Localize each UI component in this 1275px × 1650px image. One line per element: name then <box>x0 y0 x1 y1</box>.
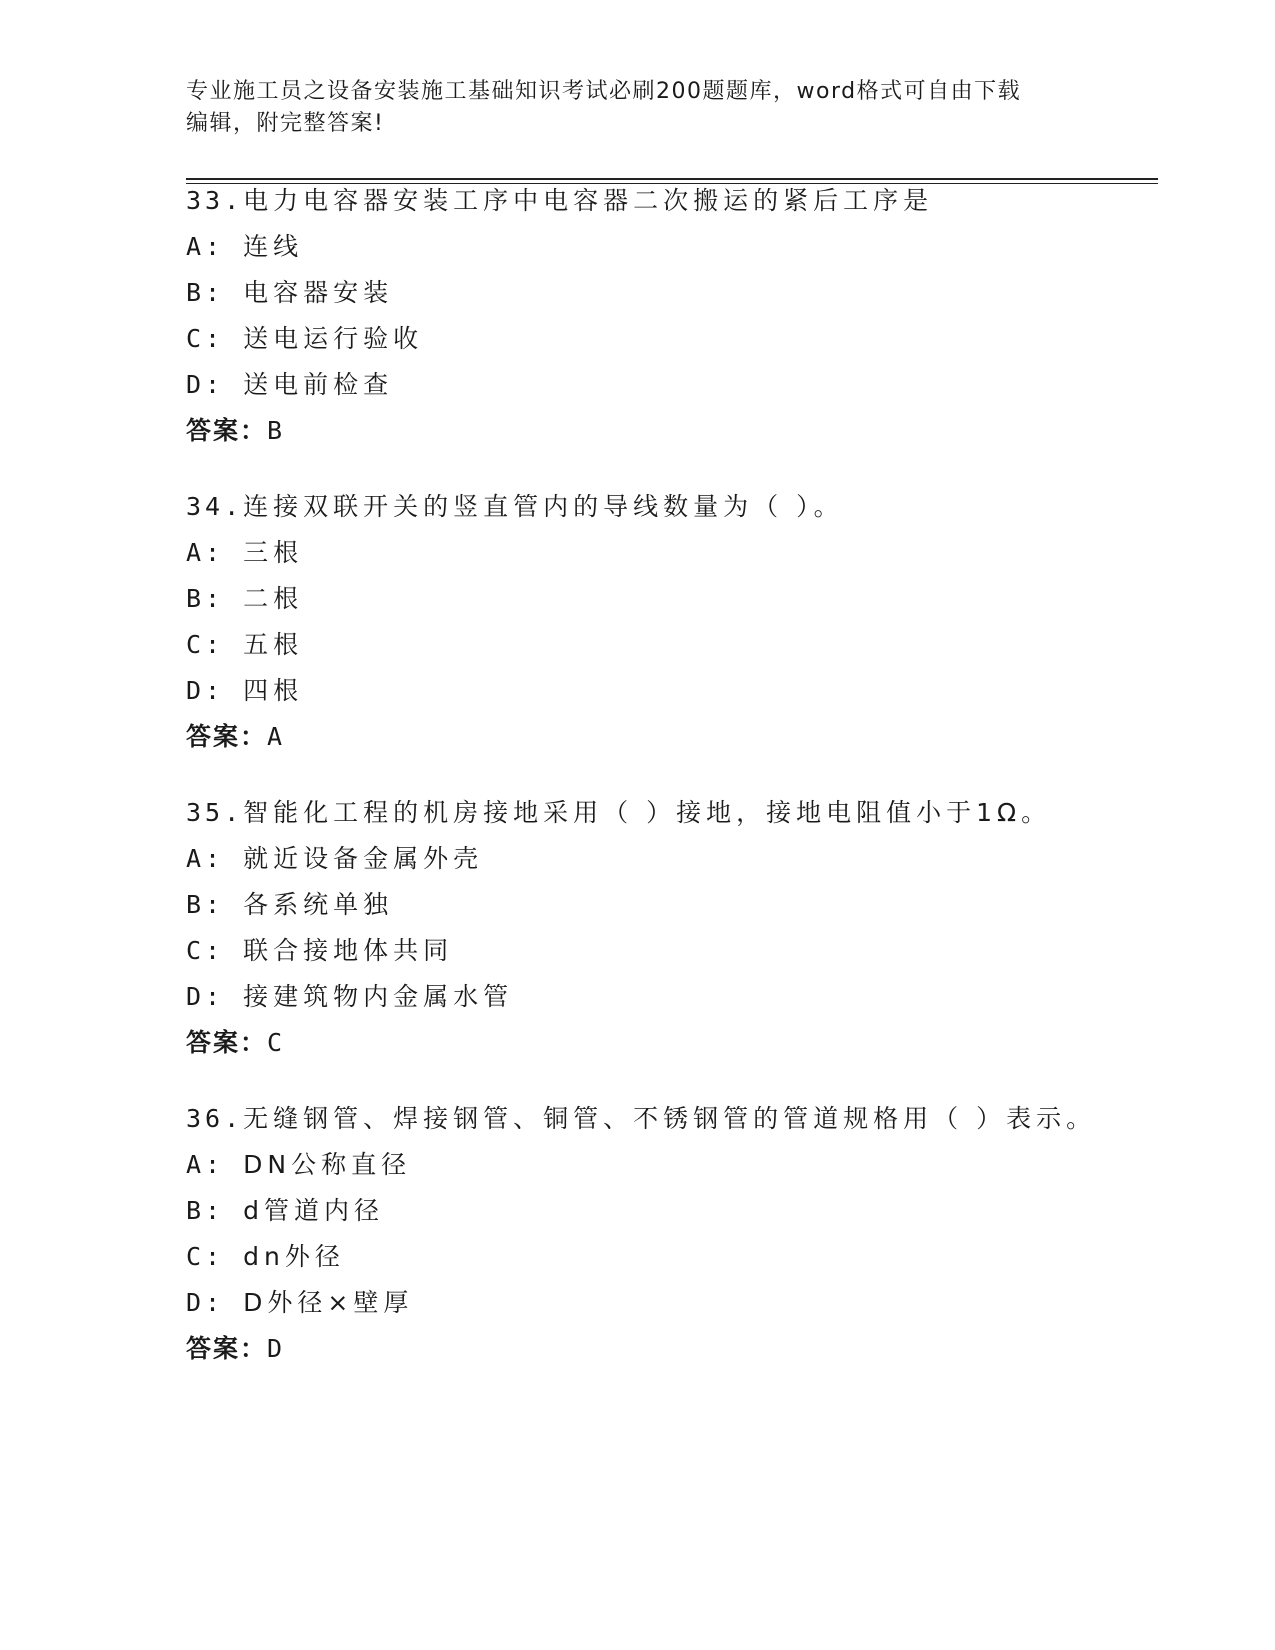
option-text: d管道内径 <box>243 1196 385 1225</box>
answer-value: A <box>267 722 285 751</box>
option-key: C: <box>186 1242 225 1271</box>
option-d <box>186 668 1158 714</box>
option-key: A: <box>186 1150 225 1179</box>
option-c <box>186 928 1158 974</box>
option-key: C: <box>186 936 225 965</box>
answer-label: 答案： <box>186 416 268 445</box>
option-text: 五根 <box>243 630 304 659</box>
document-header <box>186 76 1086 140</box>
answer-label: 答案： <box>186 1334 268 1363</box>
question-text: 无缝钢管、焊接钢管、铜管、不锈钢管的管道规格用（ ）表示。 <box>243 1104 1097 1133</box>
option-key: A: <box>186 232 225 261</box>
option-c <box>186 622 1158 668</box>
option-key: D: <box>186 982 225 1011</box>
option-key: B: <box>186 890 225 919</box>
question-stem <box>186 1096 1158 1142</box>
option-text: 联合接地体共同 <box>243 936 454 965</box>
option-text: 二根 <box>243 584 304 613</box>
option-text: 三根 <box>243 538 304 567</box>
answer-line <box>186 714 1158 760</box>
question-stem <box>186 178 1158 224</box>
question-stem <box>186 484 1158 530</box>
option-key: D: <box>186 676 225 705</box>
option-key: B: <box>186 278 225 307</box>
option-key: C: <box>186 324 225 353</box>
option-key: B: <box>186 1196 225 1225</box>
answer-value: B <box>267 416 285 445</box>
answer-value: D <box>267 1334 285 1363</box>
option-b <box>186 882 1158 928</box>
question-text: 连接双联开关的竖直管内的导线数量为（ ）。 <box>243 492 844 521</box>
option-b <box>186 1188 1158 1234</box>
option-b <box>186 576 1158 622</box>
option-text: 连线 <box>243 232 304 261</box>
option-text: 电容器安装 <box>243 278 394 307</box>
question-34 <box>186 484 1158 760</box>
answer-value: C <box>267 1028 285 1057</box>
option-key: D: <box>186 1288 225 1317</box>
option-key: A: <box>186 538 225 567</box>
option-text: 各系统单独 <box>243 890 394 919</box>
option-key: A: <box>186 844 225 873</box>
question-35 <box>186 790 1158 1066</box>
option-text: 接建筑物内金属水管 <box>243 982 514 1011</box>
option-c <box>186 316 1158 362</box>
option-a <box>186 836 1158 882</box>
option-text: 四根 <box>243 676 304 705</box>
answer-line <box>186 1020 1158 1066</box>
option-text: D外径×壁厚 <box>243 1288 414 1317</box>
answer-line <box>186 1326 1158 1372</box>
header-line-2: 编辑，附完整答案! <box>186 111 385 136</box>
option-a <box>186 530 1158 576</box>
option-text: 送电前检查 <box>243 370 394 399</box>
option-key: B: <box>186 584 225 613</box>
question-text: 电力电容器安装工序中电容器二次搬运的紧后工序是 <box>243 186 934 215</box>
option-b <box>186 270 1158 316</box>
question-number: 33. <box>186 186 244 215</box>
question-number: 36. <box>186 1104 244 1133</box>
answer-line <box>186 408 1158 454</box>
question-number: 35. <box>186 798 244 827</box>
option-c <box>186 1234 1158 1280</box>
option-text: 就近设备金属外壳 <box>243 844 484 873</box>
option-key: C: <box>186 630 225 659</box>
option-text: dn外径 <box>243 1242 345 1271</box>
option-text: DN公称直径 <box>243 1150 412 1179</box>
question-36 <box>186 1096 1158 1372</box>
answer-label: 答案： <box>186 1028 268 1057</box>
option-text: 送电运行验收 <box>243 324 424 353</box>
question-text: 智能化工程的机房接地采用（ ）接地，接地电阻值小于1Ω。 <box>243 798 1052 827</box>
option-d <box>186 974 1158 1020</box>
question-number: 34. <box>186 492 244 521</box>
answer-label: 答案： <box>186 722 268 751</box>
option-a <box>186 1142 1158 1188</box>
option-a <box>186 224 1158 270</box>
option-key: D: <box>186 370 225 399</box>
option-d <box>186 1280 1158 1326</box>
header-line-1: 专业施工员之设备安装施工基础知识考试必刷200题题库，word格式可自由下载 <box>186 79 1022 104</box>
question-stem <box>186 790 1158 836</box>
option-d <box>186 362 1158 408</box>
question-33 <box>186 178 1158 454</box>
